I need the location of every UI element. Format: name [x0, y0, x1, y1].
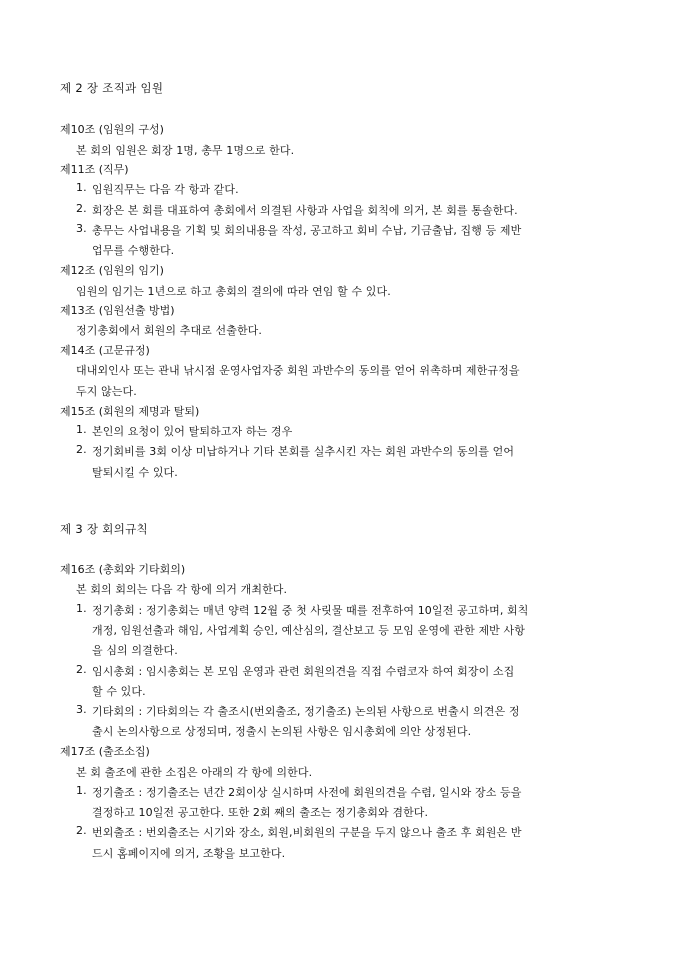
item-number: 2.	[76, 824, 87, 837]
article-title: 제14조 (고문규정)	[60, 344, 150, 357]
item-number: 3.	[76, 703, 87, 716]
item-text: 정기출조 : 정기출조는 년간 2회이상 실시하며 사전에 회원의견을 수렴, 일시와 장소 등을	[92, 786, 522, 799]
article-title: 제16조 (총회와 기타회의)	[60, 563, 186, 576]
item-text: 정기총회 : 정기총회는 매년 양력 12월 중 첫 사릿물 때를 전후하여 10일전 공고하며, 회칙	[92, 604, 529, 617]
article-body: 본 회 출조에 관한 소집은 아래의 각 항에 의한다.	[76, 766, 313, 779]
item-number: 1.	[76, 784, 87, 797]
chapter-title: 제 3 장 회의규칙	[60, 522, 148, 536]
chapter-title: 제 2 장 조직과 임원	[60, 81, 164, 95]
item-number: 3.	[76, 222, 87, 235]
item-text: 임시총회 : 임시총회는 본 모임 운영과 관련 회원의견을 직접 수렴코자 하여 회장이 소집	[92, 665, 515, 678]
item-number: 1.	[76, 181, 87, 194]
item-text-continued: 탈퇴시킬 수 있다.	[92, 466, 178, 479]
item-text-continued: 출시 논의사항으로 상정되며, 정출시 논의된 사항은 임시총회에 의안 상정된다.	[92, 725, 472, 738]
item-text-continued: 할 수 있다.	[92, 685, 146, 698]
article-title: 제11조 (직무)	[60, 163, 129, 176]
article-body: 임원의 임기는 1년으로 하고 총회의 결의에 따라 연임 할 수 있다.	[76, 285, 391, 298]
item-text: 본인의 요청이 있어 탈퇴하고자 하는 경우	[92, 425, 293, 438]
article-body: 정기총회에서 회원의 추대로 선출한다.	[76, 324, 263, 337]
article-body: 대내외인사 또는 관내 낚시점 운영사업자중 회원 과반수의 동의를 얻어 위촉하며 제한규정을	[76, 364, 520, 377]
article-body: 본 회의 회의는 다음 각 항에 의거 개최한다.	[76, 583, 288, 596]
item-text: 임원직무는 다음 각 항과 같다.	[92, 183, 239, 196]
article-title: 제10조 (임원의 구성)	[60, 123, 164, 136]
item-number: 2.	[76, 202, 87, 215]
item-text-continued: 업무를 수행한다.	[92, 244, 175, 257]
item-text: 정기회비를 3회 이상 미납하거나 기타 본회를 실추시킨 자는 회원 과반수의 동의를 얻어	[92, 445, 515, 458]
item-number: 1.	[76, 602, 87, 615]
article-title: 제15조 (회원의 제명과 탈퇴)	[60, 405, 200, 418]
item-text-continued: 을 심의 의결한다.	[92, 644, 178, 657]
item-text-continued: 개정, 임원선출과 해임, 사업계획 승인, 예산심의, 결산보고 등 모임 운영에 관한 제반 사항	[92, 624, 525, 637]
item-number: 2.	[76, 663, 87, 676]
item-text: 총무는 사업내용을 기획 및 회의내용을 작성, 공고하고 회비 수납, 기금출납, 집행 등 제반	[92, 224, 522, 237]
article-body-continued: 두지 않는다.	[76, 385, 137, 398]
item-text: 회장은 본 회를 대표하여 총회에서 의결된 사항과 사업을 회칙에 의거, 본 회를 통솔한다.	[92, 204, 518, 217]
item-text-continued: 결정하고 10일전 공고한다. 또한 2회 째의 출조는 정기총회와 겸한다.	[92, 806, 429, 819]
item-text: 번외출조 : 번외출조는 시기와 장소, 회원,비회원의 구분을 두지 않으나 출조 후 회원은 반	[92, 826, 522, 839]
item-number: 2.	[76, 443, 87, 456]
item-number: 1.	[76, 423, 87, 436]
article-body: 본 회의 임원은 회장 1명, 총무 1명으로 한다.	[76, 144, 295, 157]
item-text: 기타회의 : 기타회의는 각 출조시(번외출조, 정기출조) 논의된 사항으로 번출시 의견은 정	[92, 705, 520, 718]
item-text-continued: 드시 홈페이지에 의거, 조황을 보고한다.	[92, 847, 286, 860]
article-title: 제13조 (임원선출 방법)	[60, 304, 175, 317]
article-title: 제12조 (임원의 임기)	[60, 264, 164, 277]
article-title: 제17조 (출조소집)	[60, 745, 150, 758]
